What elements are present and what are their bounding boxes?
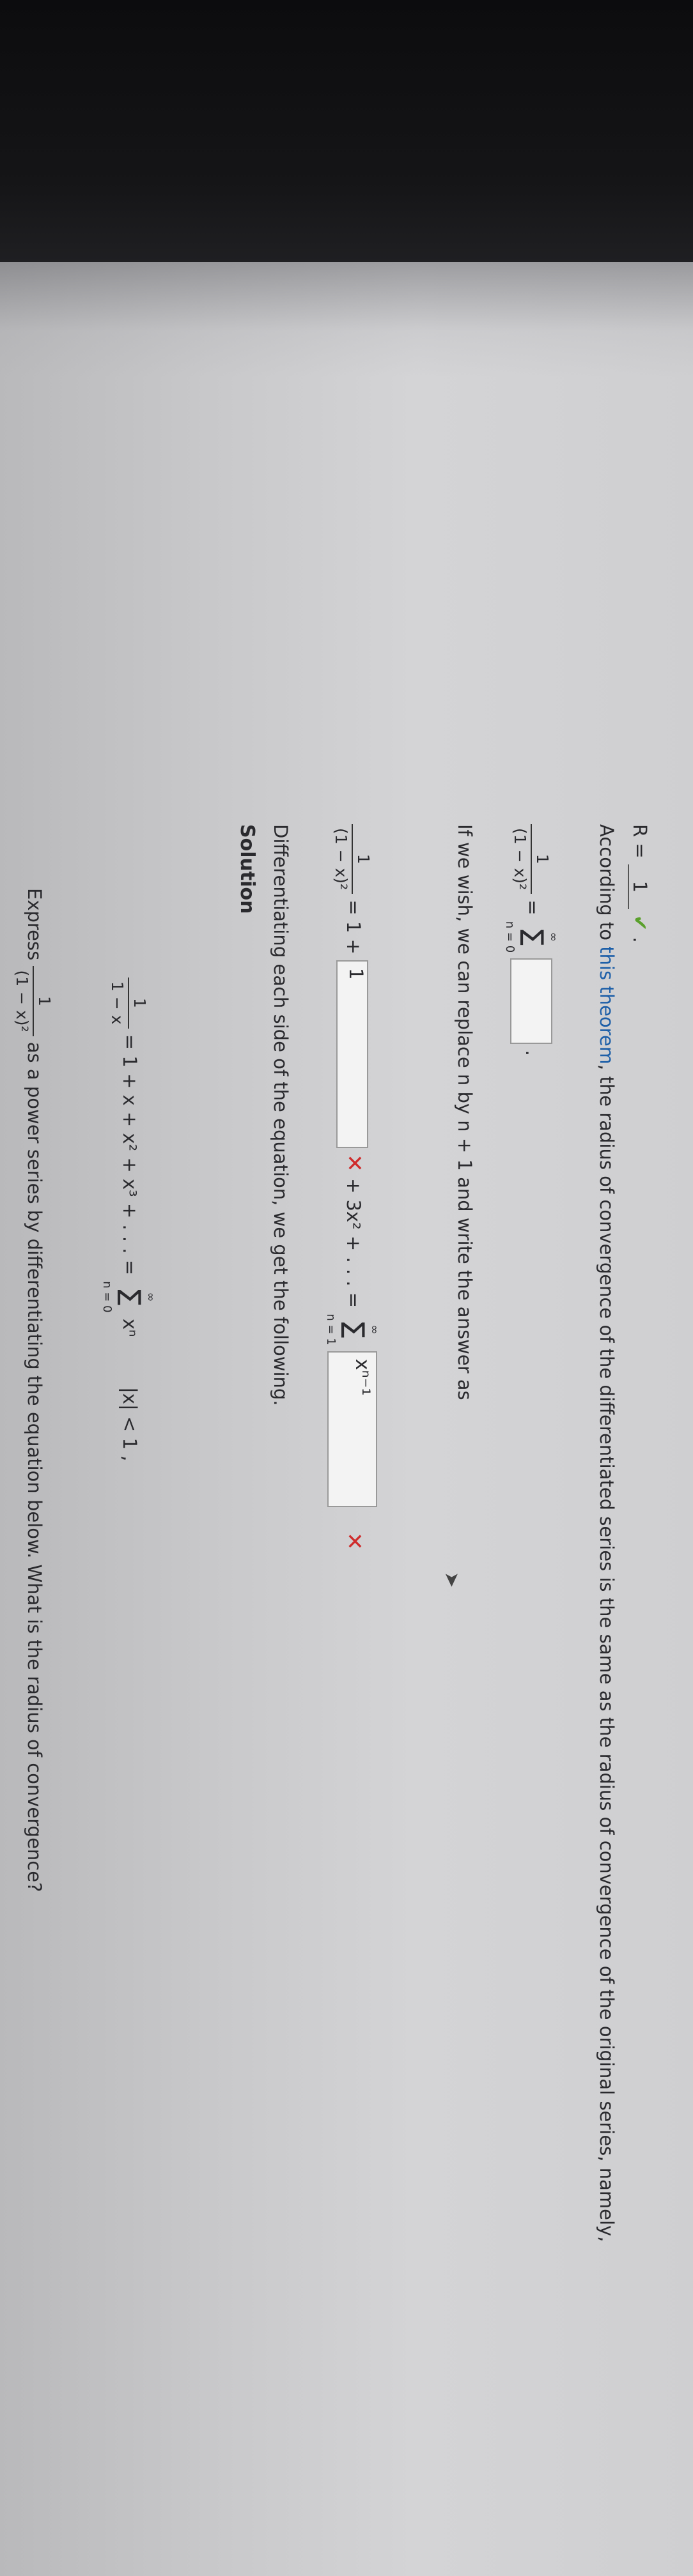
given-term: xⁿ [119, 1318, 141, 1337]
fraction-denominator: (1 − x)² [13, 966, 34, 1036]
r-answer-value: 1 [629, 880, 651, 893]
sigma-upper-limit: ∞ [368, 1324, 381, 1335]
sigma-upper-limit: ∞ [547, 932, 560, 942]
r-answer-field[interactable] [628, 864, 651, 909]
answer-box-2[interactable] [327, 1351, 377, 1507]
according-prefix: According to [596, 824, 618, 940]
replace-n-sentence: If we wish, we can replace n by n + 1 and write the answer as [454, 824, 476, 1400]
sigma-symbol [504, 921, 559, 953]
given-series-text: = 1 + x + x² + x³ + . . . = [119, 1034, 141, 1276]
r-label: R = [629, 824, 651, 859]
given-lhs-fraction [108, 977, 149, 1029]
radius-explanation [596, 824, 618, 2242]
r-period: . [629, 937, 651, 943]
according-suffix: , the radius of convergence of the differentiated series is the same as the radius of convergence of the original series, namely, [596, 1064, 618, 2242]
rewritten-equation [504, 824, 559, 1056]
problem-fraction [13, 966, 54, 1036]
eq2-period: . [522, 1050, 543, 1056]
fraction-denominator: (1 − x)² [332, 824, 353, 894]
eq2-equals: = [522, 900, 543, 916]
fraction-numerator: 1 [533, 854, 552, 864]
problem-lead: Express [24, 888, 45, 961]
eq2-fraction [511, 824, 552, 894]
given-equation [101, 977, 156, 1461]
correct-check-icon: ✔ [628, 915, 651, 931]
given-period: , [119, 1455, 141, 1462]
sigma-upper-limit: ∞ [144, 1292, 157, 1302]
answer-box-3[interactable] [510, 958, 552, 1044]
fraction-denominator: 1 − x [108, 977, 129, 1029]
sigma-lower-limit: n = 1 [324, 1314, 338, 1346]
fraction-numerator: 1 [354, 854, 373, 864]
sigma-lower-limit: n = 0 [503, 921, 517, 953]
problem-statement [13, 888, 54, 1892]
eq1-middle: + 3x² + . . . = [343, 1177, 364, 1308]
radius-answer [628, 824, 651, 943]
incorrect-x-icon: ✕ [341, 1532, 367, 1551]
eq1-prefix: = 1 + [343, 900, 364, 954]
theorem-link[interactable]: this theorem [596, 946, 618, 1065]
solution-intro: Differentiating each side of the equation, we get the following. [270, 824, 292, 1406]
answer-box-2-value: xⁿ⁻¹ [351, 1358, 373, 1396]
sigma-glyph: Σ [110, 1287, 147, 1307]
incorrect-x-icon: ✕ [341, 1154, 367, 1172]
sigma-symbol [325, 1314, 380, 1345]
mouse-cursor-icon: ➤ [440, 1572, 463, 1588]
sigma-symbol [101, 1281, 156, 1312]
answer-box-1[interactable] [336, 960, 368, 1148]
differentiated-equation [325, 824, 380, 1551]
sigma-glyph: Σ [513, 926, 550, 947]
fraction-numerator: 1 [35, 996, 54, 1006]
problem-rest: as a power series by differentiating the equation below. What is the radius of convergence? [24, 1041, 45, 1892]
solution-heading: Solution [236, 824, 258, 914]
sigma-lower-limit: n = 0 [100, 1281, 114, 1313]
sigma-glyph: Σ [334, 1319, 371, 1340]
answer-box-1-value: 1 [345, 968, 367, 980]
fraction-denominator: (1 − x)² [511, 824, 532, 894]
convergence-condition: |x| < 1 [119, 1387, 141, 1450]
fraction-numerator: 1 [130, 997, 149, 1008]
eq1-fraction [332, 824, 373, 894]
